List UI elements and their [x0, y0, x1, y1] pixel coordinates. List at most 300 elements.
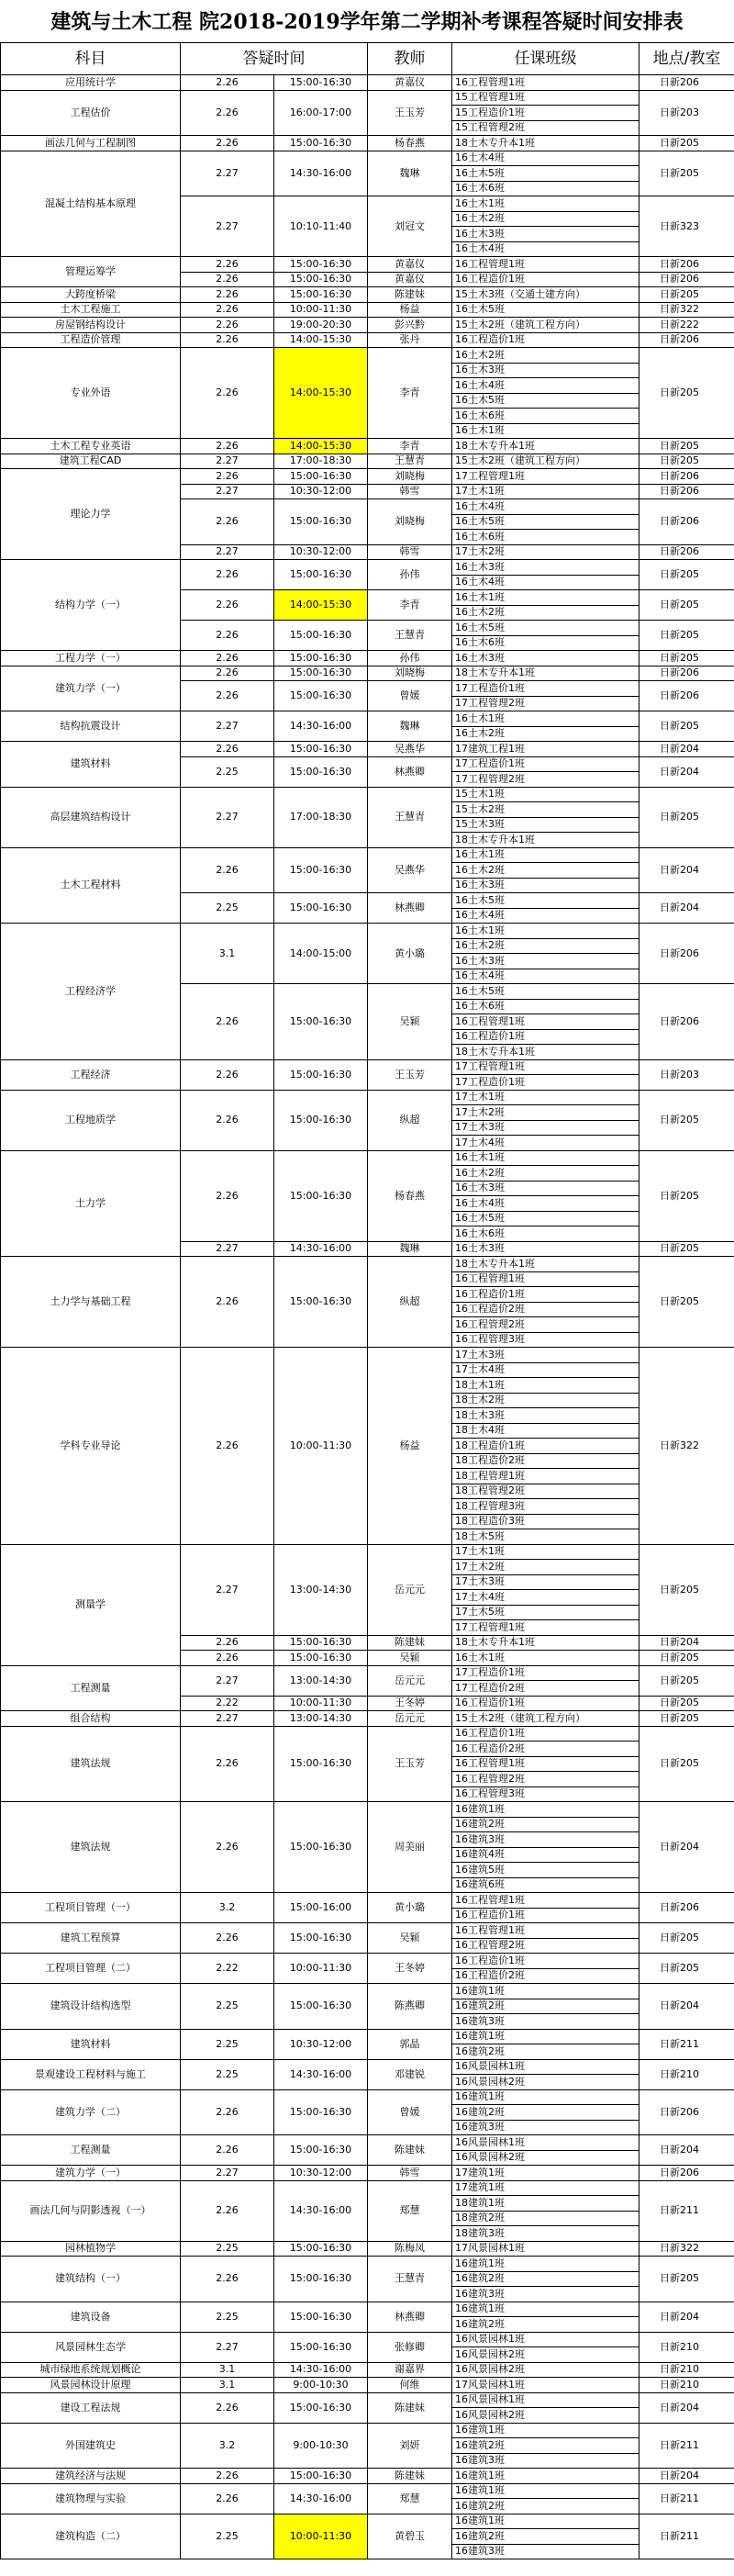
class-cell: 16土木4班: [452, 1196, 639, 1212]
time-cell: 15:00-16:30: [274, 2241, 368, 2257]
table-row: [1, 2302, 734, 2317]
class-cell: 16建筑1班: [452, 2483, 639, 2499]
teacher-cell: 郑慧: [368, 2180, 452, 2241]
subject-cell: 画法几何与阴影透视（一）: [1, 2180, 181, 2241]
teacher-cell: 孙伟: [368, 560, 452, 590]
subject-cell: 应用统计学: [1, 75, 181, 91]
class-cell: 16建筑2班: [452, 2044, 639, 2060]
class-cell: 16土木4班: [452, 969, 639, 984]
table-row: [1, 332, 734, 348]
class-cell: 16土木1班: [452, 924, 639, 939]
class-cell: 16土木3班: [452, 1241, 639, 1257]
class-cell: 16风景园林2班: [452, 2408, 639, 2424]
time-cell: 15:00-16:30: [274, 1802, 368, 1893]
room-cell: 日新222: [639, 318, 734, 333]
date-cell: 2.26: [181, 847, 274, 893]
subject-cell: 建筑设计结构选型: [1, 1984, 181, 2030]
room-cell: 日新205: [639, 1665, 734, 1696]
room-cell: 日新205: [639, 2257, 734, 2302]
teacher-cell: 黄嘉仪: [368, 75, 452, 91]
teacher-cell: 陈梅凤: [368, 2241, 452, 2257]
time-cell: 14:30-16:00: [274, 2483, 368, 2514]
class-cell: 16建筑3班: [452, 2544, 639, 2559]
class-cell: 16土木5班: [452, 1211, 639, 1226]
subject-cell: 工程力学（一）: [1, 651, 181, 666]
time-cell: 15:00-16:30: [274, 847, 368, 893]
room-cell: 日新205: [639, 151, 734, 196]
subject-cell: 园林植物学: [1, 2241, 181, 2257]
teacher-cell: 杨益: [368, 1348, 452, 1545]
time-cell: 19:00-20:30: [274, 318, 368, 333]
table-row: [1, 1665, 734, 1681]
date-cell: 2.26: [181, 302, 274, 318]
class-cell: 16建筑2班: [452, 2317, 639, 2333]
class-cell: 16土木1班: [452, 196, 639, 212]
time-cell: 15:00-16:30: [274, 499, 368, 545]
teacher-cell: 王慧青: [368, 787, 452, 847]
time-cell: 15:00-16:30: [274, 287, 368, 303]
schedule-body: [1, 75, 734, 2559]
class-cell: 17工程造价1班: [452, 756, 639, 772]
table-row: [1, 2362, 734, 2378]
subject-cell: 风景园林生态学: [1, 2332, 181, 2362]
class-cell: 16土木5班: [452, 166, 639, 182]
teacher-cell: 郑慧: [368, 2483, 452, 2514]
class-cell: 16土木2班: [452, 726, 639, 742]
room-cell: 日新206: [639, 499, 734, 545]
class-cell: 15土木3班: [452, 817, 639, 833]
teacher-cell: 王玉芳: [368, 90, 452, 136]
class-cell: 16建筑2班: [452, 1999, 639, 2014]
table-row: [1, 847, 734, 863]
class-cell: 16工程造价1班: [452, 1726, 639, 1742]
teacher-cell: 黄小璐: [368, 924, 452, 984]
class-cell: 16土木4班: [452, 499, 639, 515]
subject-cell: 建筑材料: [1, 2029, 181, 2059]
class-cell: 17土木3班: [452, 1348, 639, 1363]
class-cell: 18土木专升本1班: [452, 439, 639, 454]
table-row: [1, 1711, 734, 1727]
room-cell: 日新204: [639, 893, 734, 924]
date-cell: 2.26: [181, 742, 274, 757]
teacher-cell: 刘晓梅: [368, 666, 452, 681]
subject-cell: 理论力学: [1, 469, 181, 560]
class-cell: 16工程造价1班: [452, 1696, 639, 1711]
class-cell: 15土木2班（建筑工程方向）: [452, 454, 639, 469]
date-cell: 3.2: [181, 1893, 274, 1923]
date-cell: 2.26: [181, 984, 274, 1060]
subject-cell: 测量学: [1, 1544, 181, 1665]
teacher-cell: 吴燕华: [368, 742, 452, 757]
class-cell: 16建筑1班: [452, 2257, 639, 2272]
time-cell: 15:00-16:30: [274, 1090, 368, 1150]
date-cell: 2.25: [181, 2059, 274, 2089]
table-row: [1, 2469, 734, 2484]
subject-cell: 工程项目管理（一）: [1, 1893, 181, 1923]
teacher-cell: 魏琳: [368, 711, 452, 742]
teacher-cell: 王慧青: [368, 454, 452, 469]
subject-cell: 大跨度桥梁: [1, 287, 181, 303]
subject-cell: 工程地质学: [1, 1090, 181, 1150]
date-cell: 2.26: [181, 2089, 274, 2135]
teacher-cell: 彭兴黔: [368, 318, 452, 333]
date-cell: 2.25: [181, 756, 274, 787]
date-cell: 2.27: [181, 196, 274, 257]
teacher-cell: 吴颖: [368, 1651, 452, 1666]
date-cell: 2.26: [181, 469, 274, 485]
time-cell: 15:00-16:30: [274, 272, 368, 287]
room-cell: 日新206: [639, 332, 734, 348]
class-cell: 16工程造价2班: [452, 1302, 639, 1317]
teacher-cell: 何维: [368, 2378, 452, 2393]
room-cell: 日新205: [639, 1544, 734, 1635]
time-cell: 14:00-15:30: [274, 348, 368, 439]
time-cell: 15:00-16:30: [274, 2469, 368, 2484]
teacher-cell: 李青: [368, 439, 452, 454]
table-row: [1, 1544, 734, 1560]
subject-cell: 建筑经济与法规: [1, 2469, 181, 2484]
teacher-cell: 陈建妹: [368, 287, 452, 303]
time-cell: 15:00-16:30: [274, 2257, 368, 2302]
teacher-cell: 张修卿: [368, 2332, 452, 2362]
class-cell: 16土木3班: [452, 560, 639, 576]
class-cell: 15土木1班: [452, 787, 639, 802]
room-cell: 日新206: [639, 484, 734, 499]
time-cell: 13:00-14:30: [274, 1665, 368, 1696]
date-cell: 2.26: [181, 75, 274, 91]
class-cell: 16建筑1班: [452, 2302, 639, 2317]
time-cell: 9:00-10:30: [274, 2378, 368, 2393]
class-cell: 16建筑3班: [452, 2287, 639, 2302]
time-cell: 15:00-16:30: [274, 984, 368, 1060]
table-row: [1, 287, 734, 303]
class-cell: 18土木4班: [452, 1423, 639, 1439]
room-cell: 日新204: [639, 2135, 734, 2166]
time-cell: 13:00-14:30: [274, 1711, 368, 1727]
class-cell: 16风景园林2班: [452, 2075, 639, 2090]
date-cell: 2.26: [181, 2469, 274, 2484]
teacher-cell: 曾媛: [368, 681, 452, 711]
date-cell: 2.26: [181, 1802, 274, 1893]
date-cell: 3.2: [181, 2423, 274, 2469]
subject-cell: 土木工程施工: [1, 302, 181, 318]
date-cell: 2.26: [181, 499, 274, 545]
teacher-cell: 黄嘉仪: [368, 257, 452, 273]
class-cell: 16建筑1班: [452, 2514, 639, 2529]
teacher-cell: 王玉芳: [368, 1059, 452, 1090]
class-cell: 16建筑2班: [452, 2271, 639, 2287]
table-row: [1, 711, 734, 727]
class-cell: 15土木3班（交通土建方向）: [452, 287, 639, 303]
teacher-cell: 陈建妹: [368, 1635, 452, 1651]
class-cell: 16风景园林1班: [452, 2332, 639, 2347]
class-cell: 18土木专升本1班: [452, 1045, 639, 1060]
table-row: [1, 2378, 734, 2393]
date-cell: 2.25: [181, 2302, 274, 2332]
time-cell: 15:00-16:30: [274, 742, 368, 757]
time-cell: 10:10-11:40: [274, 196, 368, 257]
room-cell: 日新210: [639, 2332, 734, 2362]
subject-cell: 结构抗震设计: [1, 711, 181, 742]
table-row: [1, 454, 734, 469]
teacher-cell: 谢嘉界: [368, 2362, 452, 2378]
time-cell: 13:00-14:30: [274, 1544, 368, 1635]
room-cell: 日新205: [639, 1696, 734, 1711]
room-cell: 日新205: [639, 287, 734, 303]
class-cell: 16建筑2班: [452, 2499, 639, 2514]
date-cell: 3.1: [181, 2378, 274, 2393]
teacher-cell: 韩雪: [368, 484, 452, 499]
time-cell: 10:00-11:30: [274, 1696, 368, 1711]
class-cell: 18土木2班: [452, 1393, 639, 1408]
date-cell: 2.26: [181, 90, 274, 136]
teacher-cell: 吴燕华: [368, 847, 452, 893]
header-teacher: 教师: [368, 43, 452, 75]
room-cell: 日新205: [639, 787, 734, 847]
room-cell: 日新205: [639, 1726, 734, 1802]
room-cell: 日新210: [639, 2378, 734, 2393]
room-cell: 日新205: [639, 439, 734, 454]
table-row: [1, 742, 734, 757]
class-cell: 17土木3班: [452, 1120, 639, 1136]
class-cell: 15土木2班: [452, 802, 639, 818]
time-cell: 14:30-16:00: [274, 1241, 368, 1257]
teacher-cell: 王玉芳: [368, 1726, 452, 1802]
class-cell: 17土木1班: [452, 1544, 639, 1560]
date-cell: 2.26: [181, 318, 274, 333]
date-cell: 2.25: [181, 2514, 274, 2559]
table-row: [1, 1893, 734, 1909]
class-cell: 17建筑1班: [452, 2180, 639, 2196]
class-cell: 18土木专升本1班: [452, 1257, 639, 1272]
time-cell: 14:00-15:30: [274, 439, 368, 454]
class-cell: 16建筑1班: [452, 2423, 639, 2438]
time-cell: 10:00-11:30: [274, 302, 368, 318]
room-cell: 日新206: [639, 544, 734, 560]
teacher-cell: 魏琳: [368, 1241, 452, 1257]
room-cell: 日新204: [639, 742, 734, 757]
teacher-cell: 刘晓梅: [368, 499, 452, 545]
class-cell: 16土木3班: [452, 878, 639, 893]
teacher-cell: 吴颖: [368, 1923, 452, 1954]
table-row: [1, 151, 734, 166]
class-cell: 16工程造价1班: [452, 1954, 639, 1969]
table-row: [1, 469, 734, 485]
class-cell: 16土木2班: [452, 211, 639, 227]
header-qa-time: 答疑时间: [181, 43, 368, 75]
class-cell: 15土木2班（建筑工程方向）: [452, 318, 639, 333]
subject-cell: 组合结构: [1, 1711, 181, 1727]
room-cell: 日新211: [639, 2029, 734, 2059]
class-cell: 16土木6班: [452, 999, 639, 1014]
room-cell: 日新206: [639, 257, 734, 273]
teacher-cell: 孙伟: [368, 651, 452, 666]
class-cell: 16土木2班: [452, 1166, 639, 1182]
date-cell: 2.27: [181, 544, 274, 560]
subject-cell: 土木工程专业英语: [1, 439, 181, 454]
date-cell: 2.26: [181, 1150, 274, 1241]
subject-cell: 景观建设工程材料与施工: [1, 2059, 181, 2089]
room-cell: 日新323: [639, 196, 734, 257]
room-cell: 日新205: [639, 711, 734, 742]
class-cell: 17土木5班: [452, 1605, 639, 1620]
room-cell: 日新206: [639, 666, 734, 681]
teacher-cell: 杨春燕: [368, 136, 452, 151]
subject-cell: 专业外语: [1, 348, 181, 439]
date-cell: 2.27: [181, 1711, 274, 1727]
class-cell: 16建筑2班: [452, 1817, 639, 1832]
table-row: [1, 787, 734, 802]
teacher-cell: 杨益: [368, 302, 452, 318]
teacher-cell: 韩雪: [368, 544, 452, 560]
table-row: [1, 302, 734, 318]
subject-cell: 房屋钢结构设计: [1, 318, 181, 333]
date-cell: 2.25: [181, 2241, 274, 2257]
time-cell: 14:30-16:00: [274, 2180, 368, 2241]
class-cell: 16工程管理1班: [452, 1893, 639, 1909]
subject-cell: 建筑力学（一）: [1, 666, 181, 711]
class-cell: 18土木专升本1班: [452, 666, 639, 681]
room-cell: 日新206: [639, 681, 734, 711]
date-cell: 2.27: [181, 484, 274, 499]
class-cell: 17土木2班: [452, 544, 639, 560]
subject-cell: 建筑物理与实验: [1, 2483, 181, 2514]
table-row: [1, 1257, 734, 1272]
time-cell: 15:00-16:30: [274, 651, 368, 666]
teacher-cell: 王冬婷: [368, 1954, 452, 1984]
room-cell: 日新205: [639, 1954, 734, 1984]
subject-cell: 管理运筹学: [1, 257, 181, 287]
class-cell: 16土木5班: [452, 302, 639, 318]
date-cell: 2.26: [181, 1635, 274, 1651]
class-cell: 16建筑1班: [452, 1984, 639, 1999]
time-cell: 10:00-11:30: [274, 1348, 368, 1545]
subject-cell: 土木工程材料: [1, 847, 181, 924]
subject-cell: 建筑构造（二）: [1, 2514, 181, 2559]
date-cell: 2.25: [181, 1984, 274, 2030]
time-cell: 15:00-16:30: [274, 75, 368, 91]
teacher-cell: 王慧青: [368, 621, 452, 651]
teacher-cell: 吴颖: [368, 984, 452, 1060]
room-cell: 日新204: [639, 2392, 734, 2423]
class-cell: 16土木6班: [452, 181, 639, 196]
room-cell: 日新204: [639, 2469, 734, 2484]
date-cell: 2.26: [181, 272, 274, 287]
time-cell: 15:00-16:00: [274, 1893, 368, 1923]
class-cell: 16建筑3班: [452, 1832, 639, 1848]
time-cell: 10:30-12:00: [274, 544, 368, 560]
subject-cell: 外国建筑史: [1, 2423, 181, 2469]
subject-cell: 结构力学（一）: [1, 560, 181, 651]
class-cell: 16风景园林2班: [452, 2347, 639, 2363]
date-cell: 2.25: [181, 893, 274, 924]
table-row: [1, 560, 734, 576]
class-cell: 16土木3班: [452, 954, 639, 969]
class-cell: 16土木1班: [452, 711, 639, 727]
class-cell: 16土木4班: [452, 575, 639, 590]
class-cell: 16土木5班: [452, 893, 639, 909]
date-cell: 2.26: [181, 287, 274, 303]
time-cell: 15:00-16:30: [274, 681, 368, 711]
subject-cell: 混凝土结构基本原理: [1, 151, 181, 257]
date-cell: 2.26: [181, 2483, 274, 2514]
class-cell: 16土木1班: [452, 1651, 639, 1666]
room-cell: 日新205: [639, 1150, 734, 1241]
date-cell: 2.27: [181, 1241, 274, 1257]
room-cell: 日新205: [639, 621, 734, 651]
subject-cell: 工程估价: [1, 90, 181, 136]
subject-cell: 建设工程法规: [1, 2392, 181, 2423]
time-cell: 14:00-15:30: [274, 332, 368, 348]
teacher-cell: 韩雪: [368, 2166, 452, 2181]
room-cell: 日新205: [639, 651, 734, 666]
time-cell: 15:00-16:30: [274, 2302, 368, 2332]
teacher-cell: 陈建妹: [368, 2392, 452, 2423]
teacher-cell: 黄嘉仪: [368, 272, 452, 287]
teacher-cell: 王慧青: [368, 2257, 452, 2302]
table-row: [1, 2180, 734, 2196]
date-cell: 2.26: [181, 136, 274, 151]
date-cell: 2.26: [181, 1923, 274, 1954]
class-cell: 16土木5班: [452, 984, 639, 1000]
time-cell: 17:00-18:30: [274, 454, 368, 469]
date-cell: 3.1: [181, 924, 274, 984]
date-cell: 2.26: [181, 2392, 274, 2423]
time-cell: 15:00-16:30: [274, 1984, 368, 2030]
time-cell: 16:00-17:00: [274, 90, 368, 136]
class-cell: 16风景园林2班: [452, 2362, 639, 2378]
class-cell: 18土木3班: [452, 1408, 639, 1424]
table-row: [1, 1150, 734, 1166]
class-cell: 16土木1班: [452, 1150, 639, 1166]
time-cell: 14:30-16:00: [274, 2362, 368, 2378]
class-cell: 18土木1班: [452, 1378, 639, 1394]
time-cell: 15:00-16:30: [274, 666, 368, 681]
class-cell: 16建筑3班: [452, 2120, 639, 2135]
table-row: [1, 136, 734, 151]
time-cell: 15:00-16:30: [274, 1150, 368, 1241]
time-cell: 15:00-16:30: [274, 756, 368, 787]
class-cell: 16工程造价1班: [452, 1908, 639, 1923]
time-cell: 15:00-16:30: [274, 2089, 368, 2135]
time-cell: 15:00-16:30: [274, 2392, 368, 2423]
class-cell: 16土木4班: [452, 378, 639, 394]
class-cell: 17土木2班: [452, 1560, 639, 1575]
class-cell: 16风景园林1班: [452, 2059, 639, 2075]
time-cell: 15:00-16:30: [274, 1257, 368, 1348]
subject-cell: 建筑材料: [1, 742, 181, 788]
subject-cell: 建筑设备: [1, 2302, 181, 2332]
header-room: 地点/教室: [639, 43, 734, 75]
room-cell: 日新205: [639, 1257, 734, 1348]
class-cell: 18工程管理3班: [452, 1499, 639, 1515]
date-cell: 2.22: [181, 1696, 274, 1711]
table-row: [1, 1802, 734, 1818]
header-subject: 科目: [1, 43, 181, 75]
room-cell: 日新322: [639, 302, 734, 318]
room-cell: 日新205: [639, 560, 734, 590]
subject-cell: 建筑法规: [1, 1726, 181, 1802]
class-cell: 16工程管理2班: [452, 1772, 639, 1787]
subject-cell: 建筑工程CAD: [1, 454, 181, 469]
teacher-cell: 李青: [368, 348, 452, 439]
teacher-cell: 黄小璐: [368, 1893, 452, 1923]
class-cell: 18土木5班: [452, 1529, 639, 1545]
room-cell: 日新204: [639, 756, 734, 787]
time-cell: 9:00-10:30: [274, 2423, 368, 2469]
class-cell: 16土木4班: [452, 908, 639, 924]
date-cell: 2.27: [181, 1544, 274, 1635]
